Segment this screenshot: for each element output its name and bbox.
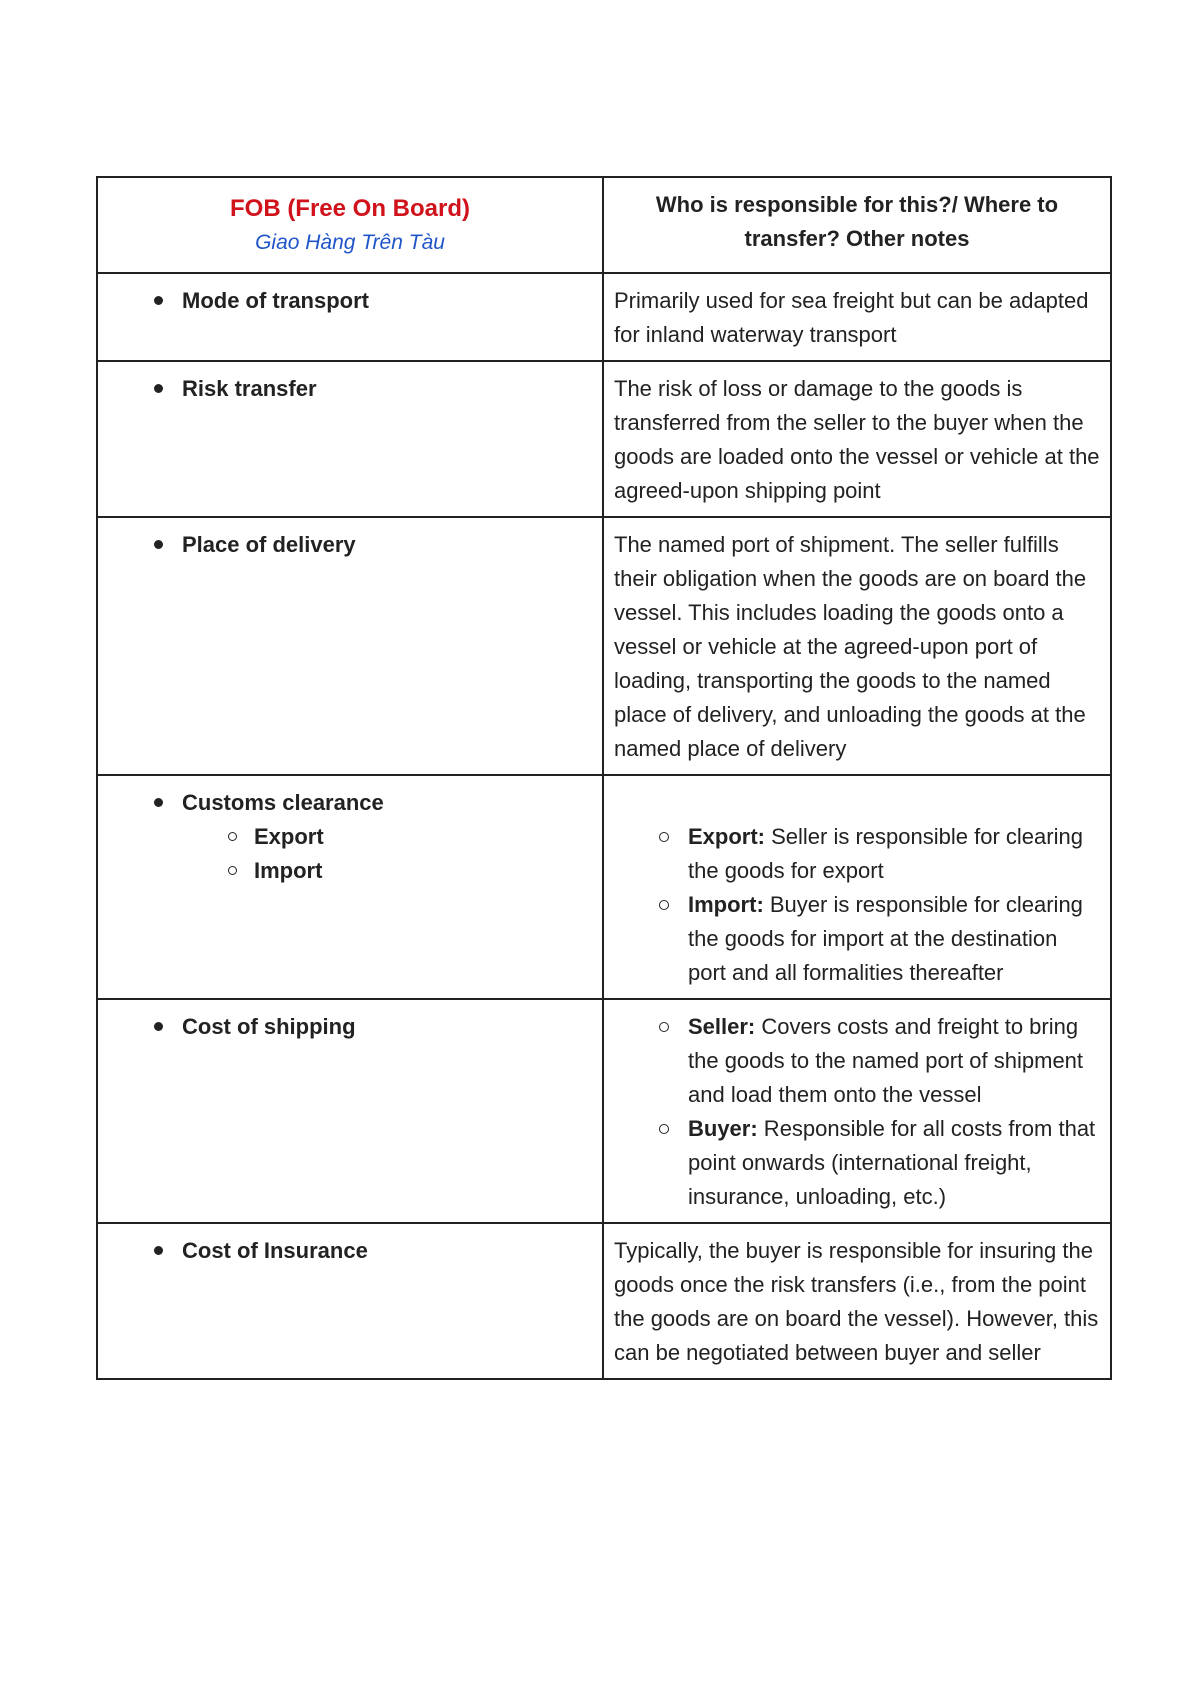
row-label: Risk transfer — [182, 376, 317, 401]
row-detail-cell — [603, 273, 1111, 361]
row-label-cell — [97, 999, 603, 1223]
header-title-cell — [97, 177, 603, 273]
row-label-cell — [97, 273, 603, 361]
header-notes-cell — [603, 177, 1111, 273]
list-item — [614, 1112, 1100, 1214]
circle-bullet-icon — [659, 900, 669, 910]
circle-bullet-icon — [659, 832, 669, 842]
item-text: Buyer is responsible for clearing the goods for import at the destination port and all formalities thereafter — [688, 892, 1083, 985]
circle-bullet-icon — [659, 1022, 669, 1032]
list-item — [614, 1010, 1100, 1112]
row-label-cell — [97, 517, 603, 775]
table-row — [97, 775, 1111, 999]
item-text: Responsible for all costs from that point onwards (international freight, insurance, unloading, etc.) — [688, 1116, 1096, 1209]
fob-table — [96, 176, 1112, 1380]
item-term: Export: — [688, 824, 765, 849]
bullet-icon — [154, 296, 163, 305]
list-item — [614, 820, 1100, 888]
row-detail-cell — [603, 999, 1111, 1223]
bullet-icon — [154, 798, 163, 807]
table-row — [97, 361, 1111, 517]
row-detail-cell — [603, 361, 1111, 517]
bullet-icon — [154, 384, 163, 393]
table-row — [97, 999, 1111, 1223]
list-item — [614, 888, 1100, 990]
row-sublabel: Import — [254, 858, 323, 883]
bullet-icon — [154, 1022, 163, 1031]
table-row — [97, 517, 1111, 775]
row-detail-text: The named port of shipment. The seller fulfills their obligation when the goods are on board the vessel. This includes loading the goods onto a vessel or vehicle at the agreed-upon port of loading, transporting the goods to the named place of delivery, and unloading the goods at the named place of delivery — [614, 532, 1087, 761]
table-header-row — [97, 177, 1111, 273]
bullet-icon — [154, 540, 163, 549]
table-row — [97, 1223, 1111, 1379]
item-term: Import: — [688, 892, 764, 917]
row-detail-text: Typically, the buyer is responsible for insuring the goods once the risk transfers (i.e., from the point the goods are on board the vessel). However, this can be negotiated between buyer and seller — [614, 1238, 1099, 1365]
row-label: Customs clearance — [182, 790, 384, 815]
circle-bullet-icon — [228, 832, 237, 841]
row-detail-text: The risk of loss or damage to the goods is transferred from the seller to the buyer when the goods are loaded onto the vessel or vehicle at the agreed-upon shipping point — [614, 376, 1100, 503]
item-term: Seller: — [688, 1014, 756, 1039]
row-label: Cost of shipping — [182, 1014, 356, 1039]
item-text: Covers costs and freight to bring the goods to the named port of shipment and load them onto the vessel — [688, 1014, 1084, 1107]
circle-bullet-icon — [228, 866, 237, 875]
circle-bullet-icon — [659, 1124, 669, 1134]
item-term: Buyer: — [688, 1116, 758, 1141]
header-notes-text: Who is responsible for this?/ Where to transfer? Other notes — [655, 192, 1059, 251]
row-label: Mode of transport — [182, 288, 369, 313]
row-detail-cell — [603, 517, 1111, 775]
row-label-cell — [97, 775, 603, 999]
item-text: Seller is responsible for clearing the goods for export — [688, 824, 1083, 883]
row-label-cell — [97, 1223, 603, 1379]
row-sublabel: Export — [254, 824, 324, 849]
row-label: Cost of Insurance — [182, 1238, 368, 1263]
row-label-cell — [97, 361, 603, 517]
table-title: FOB (Free On Board) — [229, 195, 470, 222]
detail-list — [614, 820, 1100, 990]
table-row — [97, 273, 1111, 361]
row-label: Place of delivery — [182, 532, 356, 557]
row-detail-cell — [603, 1223, 1111, 1379]
row-detail-text: Primarily used for sea freight but can be adapted for inland waterway transport — [614, 288, 1089, 347]
table-subtitle: Giao Hàng Trên Tàu — [255, 231, 445, 254]
bullet-icon — [154, 1246, 163, 1255]
detail-list — [614, 1010, 1100, 1214]
row-detail-cell — [603, 775, 1111, 999]
